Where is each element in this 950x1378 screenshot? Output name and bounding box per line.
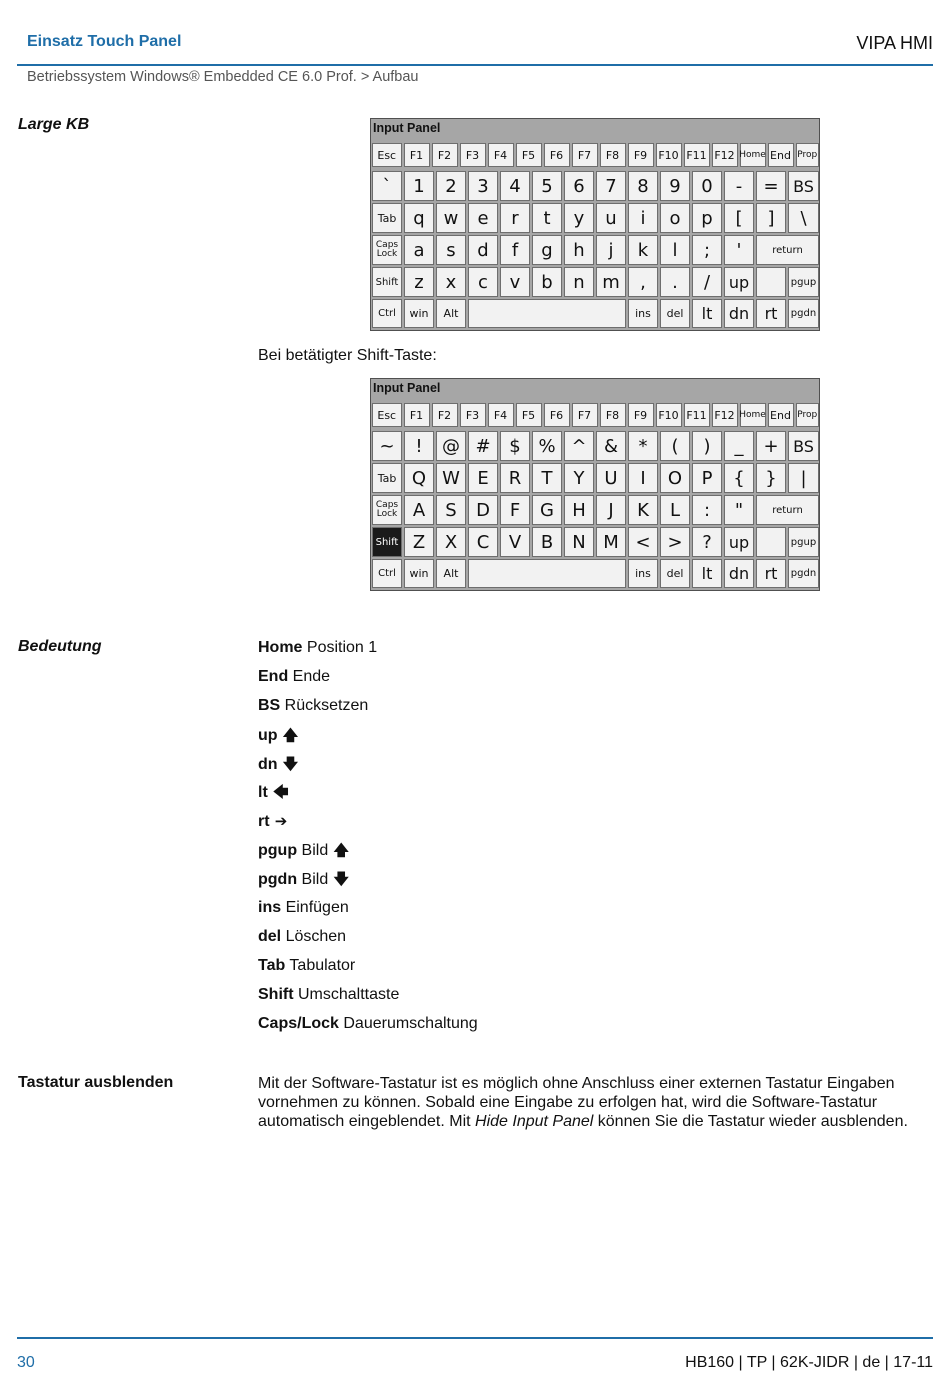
definition-key: ins	[258, 899, 282, 917]
key[interactable]: ;	[692, 235, 722, 265]
key[interactable]: Shift	[372, 527, 402, 557]
key[interactable]: G	[532, 495, 562, 525]
key[interactable]: F8	[600, 143, 626, 167]
key[interactable]: Esc	[372, 403, 402, 427]
key[interactable]: A	[404, 495, 434, 525]
key[interactable]: up	[724, 527, 754, 557]
key[interactable]: E	[468, 463, 498, 493]
key[interactable]: Alt	[436, 559, 466, 588]
key[interactable]: K	[628, 495, 658, 525]
key[interactable]: Caps Lock	[372, 235, 402, 265]
key[interactable]: H	[564, 495, 594, 525]
definition-key: dn	[258, 755, 278, 773]
key[interactable]: Esc	[372, 143, 402, 167]
key[interactable]: J	[596, 495, 626, 525]
key[interactable]: Z	[404, 527, 434, 557]
key[interactable]: lt	[692, 559, 722, 588]
key[interactable]: F11	[684, 403, 710, 427]
key[interactable]: F2	[432, 143, 458, 167]
key[interactable]: Alt	[436, 299, 466, 328]
arrow-icon: 🡇	[328, 870, 349, 889]
breadcrumb: Betriebssystem Windows® Embedded CE 6.0 Prof. > Aufbau	[27, 69, 419, 85]
bedeutung-label: Bedeutung	[18, 638, 102, 655]
key[interactable]: [	[724, 203, 754, 233]
definition-item	[258, 984, 478, 1013]
key[interactable]: v	[500, 267, 530, 297]
definition-desc: Bild	[297, 871, 329, 889]
arrow-icon: 🡄	[267, 783, 289, 802]
key[interactable]: _	[724, 431, 754, 461]
key[interactable]: C	[468, 527, 498, 557]
key[interactable]: dn	[724, 559, 754, 588]
key[interactable]: F	[500, 495, 530, 525]
key[interactable]: )	[692, 431, 722, 461]
header-product: VIPA HMI	[856, 33, 933, 53]
key[interactable]: Ctrl	[372, 299, 402, 328]
tastatur-text-before: Mit der Software-Tastatur ist es möglich ohne Anschluss einer externen Tastatur Eingaben vornehmen zu können. Sobald eine Eingabe zu erfolgen hat, wird die Software-Tastatur automatisch eingeblendet. Mit	[258, 1075, 895, 1130]
definition-key: Shift	[258, 985, 294, 1003]
key[interactable]: M	[596, 527, 626, 557]
key[interactable]: (	[660, 431, 690, 461]
key[interactable]: F9	[628, 143, 654, 167]
key[interactable]: k	[628, 235, 658, 265]
key[interactable]: 3	[468, 171, 498, 201]
key[interactable]: e	[468, 203, 498, 233]
key[interactable]: 2	[436, 171, 466, 201]
definition-key: BS	[258, 696, 281, 714]
definition-desc: Tabulator	[285, 956, 356, 974]
key[interactable]: dn	[724, 299, 754, 328]
key[interactable]: pgdn	[788, 299, 819, 328]
definition-key: rt	[258, 813, 270, 831]
definition-item	[258, 781, 478, 810]
header-section-title: Einsatz Touch Panel	[27, 33, 182, 50]
key[interactable]: R	[500, 463, 530, 493]
key[interactable]: F2	[432, 403, 458, 427]
key[interactable]: <	[628, 527, 658, 557]
key[interactable]: F4	[488, 403, 514, 427]
key[interactable]: z	[404, 267, 434, 297]
definition-key: Tab	[258, 956, 286, 974]
key[interactable]: L	[660, 495, 690, 525]
tastatur-paragraph	[258, 1074, 930, 1131]
key[interactable]: del	[660, 559, 690, 588]
key[interactable]: Y	[564, 463, 594, 493]
key[interactable]: X	[436, 527, 466, 557]
key-blank[interactable]	[756, 267, 786, 297]
key-blank[interactable]	[756, 527, 786, 557]
definition-key: pgup	[258, 842, 298, 860]
key[interactable]: ?	[692, 527, 722, 557]
key[interactable]: lt	[692, 299, 722, 328]
key[interactable]: N	[564, 527, 594, 557]
shift-caption: Bei betätigter Shift-Taste:	[258, 347, 437, 364]
page-number: 30	[17, 1354, 35, 1371]
key[interactable]: Home	[740, 143, 766, 167]
key[interactable]: f	[500, 235, 530, 265]
key[interactable]: 6	[564, 171, 594, 201]
key[interactable]: return	[756, 235, 819, 265]
key[interactable]: F10	[656, 403, 682, 427]
tastatur-text-emphasis: Hide Input Panel	[475, 1113, 594, 1130]
key[interactable]: 0	[692, 171, 722, 201]
key[interactable]: F8	[600, 403, 626, 427]
definition-item	[258, 839, 478, 868]
key[interactable]: s	[436, 235, 466, 265]
definition-desc: Ende	[288, 667, 331, 685]
key[interactable]: V	[500, 527, 530, 557]
definition-key: End	[258, 667, 289, 685]
key[interactable]: P	[692, 463, 722, 493]
key[interactable]: del	[660, 299, 690, 328]
key[interactable]: w	[436, 203, 466, 233]
key[interactable]: B	[532, 527, 562, 557]
key[interactable]: c	[468, 267, 498, 297]
key[interactable]: F4	[488, 143, 514, 167]
key[interactable]: >	[660, 527, 690, 557]
key[interactable]: |	[788, 463, 819, 493]
key-blank[interactable]	[468, 559, 626, 588]
key[interactable]: %	[532, 431, 562, 461]
key[interactable]: 1	[404, 171, 434, 201]
key[interactable]: d	[468, 235, 498, 265]
definition-item	[258, 810, 478, 839]
definition-list	[258, 637, 478, 1041]
definition-item	[258, 637, 478, 666]
key[interactable]: F3	[460, 403, 486, 427]
key[interactable]: return	[756, 495, 819, 525]
key[interactable]: /	[692, 267, 722, 297]
key[interactable]: 5	[532, 171, 562, 201]
key[interactable]: Prop	[796, 403, 820, 427]
key[interactable]: =	[756, 171, 786, 201]
key[interactable]: *	[628, 431, 658, 461]
key[interactable]: 4	[500, 171, 530, 201]
definition-key: up	[258, 726, 278, 744]
key[interactable]: '	[724, 235, 754, 265]
key[interactable]: F3	[460, 143, 486, 167]
key[interactable]: F6	[544, 403, 570, 427]
definition-desc: Umschalttaste	[293, 985, 400, 1003]
key[interactable]: F1	[404, 143, 430, 167]
definition-key: del	[258, 927, 282, 945]
key[interactable]: p	[692, 203, 722, 233]
key[interactable]: m	[596, 267, 626, 297]
document-id: HB160 | TP | 62K-JIDR | de | 17-11	[685, 1354, 933, 1371]
key[interactable]: Q	[404, 463, 434, 493]
key[interactable]: ]	[756, 203, 786, 233]
definition-desc: Löschen	[281, 927, 347, 945]
key[interactable]: $	[500, 431, 530, 461]
key[interactable]: r	[500, 203, 530, 233]
key[interactable]: t	[532, 203, 562, 233]
keyboard-normal-title: Input Panel	[373, 121, 441, 135]
key[interactable]: i	[628, 203, 658, 233]
key[interactable]: Ctrl	[372, 559, 402, 588]
key[interactable]: O	[660, 463, 690, 493]
key[interactable]: F11	[684, 143, 710, 167]
key[interactable]: x	[436, 267, 466, 297]
definition-item	[258, 666, 478, 695]
key[interactable]: 9	[660, 171, 690, 201]
definition-item	[258, 695, 478, 724]
key[interactable]: win	[404, 299, 434, 328]
key[interactable]: ins	[628, 299, 658, 328]
key[interactable]: F7	[572, 143, 598, 167]
key[interactable]: F12	[712, 143, 738, 167]
key[interactable]: Caps Lock	[372, 495, 402, 525]
key-blank[interactable]	[468, 299, 626, 328]
definition-item	[258, 753, 478, 782]
key[interactable]: "	[724, 495, 754, 525]
key[interactable]: pgup	[788, 527, 819, 557]
key[interactable]: win	[404, 559, 434, 588]
key[interactable]: a	[404, 235, 434, 265]
large-kb-label: Large KB	[18, 116, 90, 133]
arrow-icon: 🡅	[328, 841, 349, 860]
key[interactable]: I	[628, 463, 658, 493]
key[interactable]: #	[468, 431, 498, 461]
definition-item	[258, 868, 478, 897]
keyboard-normal	[370, 118, 820, 331]
key[interactable]: g	[532, 235, 562, 265]
definition-key: lt	[258, 784, 268, 802]
key[interactable]: u	[596, 203, 626, 233]
key[interactable]: F6	[544, 143, 570, 167]
key[interactable]: !	[404, 431, 434, 461]
key[interactable]: ins	[628, 559, 658, 588]
key[interactable]: 8	[628, 171, 658, 201]
definition-item	[258, 1013, 478, 1042]
key[interactable]: U	[596, 463, 626, 493]
key[interactable]: Tab	[372, 463, 402, 493]
key[interactable]: q	[404, 203, 434, 233]
definition-key: Caps/Lock	[258, 1014, 339, 1032]
key[interactable]: Home	[740, 403, 766, 427]
definition-desc: Position 1	[302, 639, 378, 656]
definition-item	[258, 897, 478, 926]
definition-item	[258, 724, 478, 753]
key[interactable]: .	[660, 267, 690, 297]
key[interactable]: up	[724, 267, 754, 297]
keyboard-shift-title: Input Panel	[373, 381, 441, 395]
key[interactable]: ~	[372, 431, 402, 461]
key[interactable]: +	[756, 431, 786, 461]
key[interactable]: -	[724, 171, 754, 201]
key[interactable]: W	[436, 463, 466, 493]
key[interactable]: End	[768, 143, 794, 167]
key[interactable]: }	[756, 463, 786, 493]
key[interactable]: `	[372, 171, 402, 201]
key[interactable]: BS	[788, 431, 819, 461]
key[interactable]: \	[788, 203, 819, 233]
definition-desc: Dauerumschaltung	[338, 1014, 478, 1032]
key[interactable]: j	[596, 235, 626, 265]
key[interactable]: o	[660, 203, 690, 233]
key[interactable]: &	[596, 431, 626, 461]
key[interactable]: h	[564, 235, 594, 265]
key[interactable]: @	[436, 431, 466, 461]
key[interactable]: ^	[564, 431, 594, 461]
arrow-icon: 🡅	[277, 725, 299, 744]
header-divider	[17, 64, 933, 66]
keyboard-shift	[370, 378, 820, 591]
definition-key: Home	[258, 639, 303, 656]
definition-desc: Einfügen	[281, 899, 349, 917]
tastatur-text-after: können Sie die Tastatur wieder ausblenden.	[593, 1113, 908, 1130]
key[interactable]: pgdn	[788, 559, 819, 588]
key[interactable]: rt	[756, 559, 786, 588]
key[interactable]: n	[564, 267, 594, 297]
key[interactable]: F7	[572, 403, 598, 427]
key[interactable]: Shift	[372, 267, 402, 297]
key[interactable]: Tab	[372, 203, 402, 233]
definition-desc: Rücksetzen	[280, 696, 369, 714]
key[interactable]: :	[692, 495, 722, 525]
key[interactable]: y	[564, 203, 594, 233]
key[interactable]: F5	[516, 143, 542, 167]
definition-item	[258, 955, 478, 984]
key[interactable]: b	[532, 267, 562, 297]
arrow-icon: 🡇	[277, 754, 299, 773]
key[interactable]: BS	[788, 171, 819, 201]
key[interactable]: F12	[712, 403, 738, 427]
key[interactable]: l	[660, 235, 690, 265]
tastatur-label: Tastatur ausblenden	[18, 1074, 174, 1091]
key[interactable]: T	[532, 463, 562, 493]
key[interactable]: F5	[516, 403, 542, 427]
key[interactable]: End	[768, 403, 794, 427]
key[interactable]: F10	[656, 143, 682, 167]
definition-item	[258, 926, 478, 955]
arrow-icon: ➔	[269, 812, 288, 831]
key[interactable]: rt	[756, 299, 786, 328]
footer-divider	[17, 1337, 933, 1339]
key[interactable]: S	[436, 495, 466, 525]
key[interactable]: ,	[628, 267, 658, 297]
key[interactable]: D	[468, 495, 498, 525]
key[interactable]: 7	[596, 171, 626, 201]
key[interactable]: F1	[404, 403, 430, 427]
definition-key: pgdn	[258, 871, 298, 889]
key[interactable]: {	[724, 463, 754, 493]
key[interactable]: pgup	[788, 267, 819, 297]
key[interactable]: Prop	[796, 143, 820, 167]
key[interactable]: F9	[628, 403, 654, 427]
definition-desc: Bild	[297, 842, 329, 860]
